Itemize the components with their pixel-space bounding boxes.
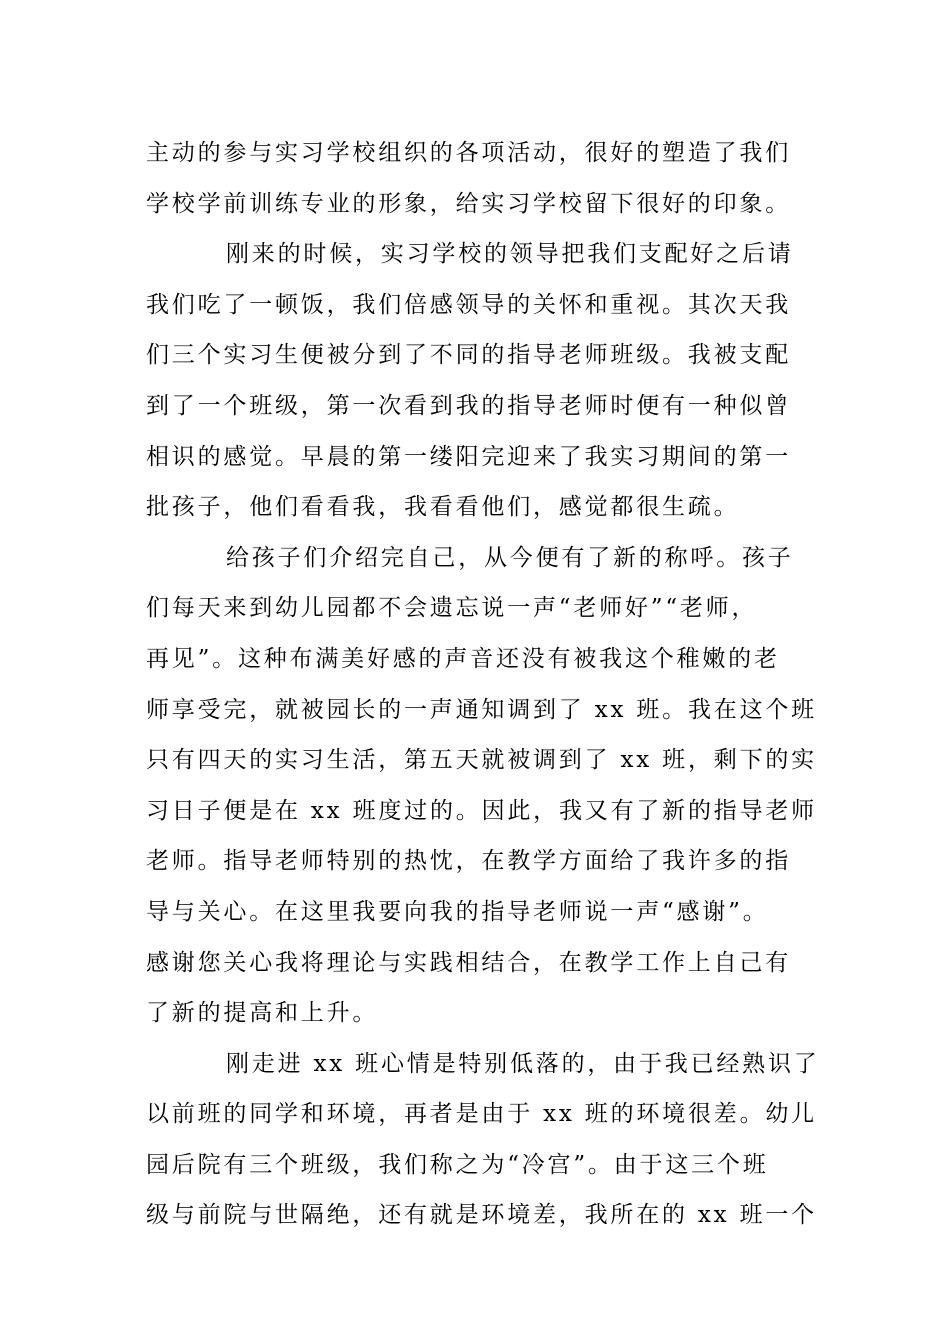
text-line: 到了一个班级，第一次看到我的指导老师时便有一种似曾 xyxy=(146,392,791,419)
text-line: 级与前院与世隔绝，还有就是环境差，我所在的 xx 班一个 xyxy=(146,1202,817,1229)
text-line: 批孩子，他们看看我，我看看他们，感觉都很生疏。 xyxy=(146,494,740,521)
text-line: 习日子便是在 xx 班度过的。因此，我又有了新的指导老师 xyxy=(146,797,817,824)
text-line: 了新的提高和上升。 xyxy=(146,1000,379,1027)
text-line: 园后院有三个班级，我们称之为“冷宫”。由于这三个班 xyxy=(146,1151,769,1178)
text-line: 们每天来到幼儿园都不会遗忘说一声“老师好”“老师， xyxy=(146,595,758,622)
paragraph-start-line: 刚来的时候，实习学校的领导把我们支配好之后请 xyxy=(226,241,794,268)
text-line: 主动的参与实习学校组织的各项活动，很好的塑造了我们 xyxy=(146,140,791,166)
text-line: 再见”。这种布满美好感的声音还没有被我这个稚嫩的老 xyxy=(146,645,780,672)
paragraph-start-line: 刚走进 xx 班心情是特别低落的，由于我已经熟识了 xyxy=(226,1050,820,1077)
text-line: 们三个实习生便被分到了不同的指导老师班级。我被支配 xyxy=(146,342,791,369)
text-line: 相识的感觉。早晨的第一缕阳完迎来了我实习期间的第一 xyxy=(146,443,791,470)
text-line: 导与关心。在这里我要向我的指导老师说一声“感谢”。 xyxy=(146,898,769,925)
text-line: 学校学前训练专业的形象，给实习学校留下很好的印象。 xyxy=(146,190,791,217)
text-line: 感谢您关心我将理论与实践相结合，在教学工作上自己有 xyxy=(146,949,791,976)
text-line: 以前班的同学和环境，再者是由于 xx 班的环境很差。幼儿 xyxy=(146,1101,817,1128)
text-line: 师享受完，就被园长的一声通知调到了 xx 班。我在这个班 xyxy=(146,696,817,723)
body-text xyxy=(146,128,820,1241)
text-line: 老师。指导老师特别的热忱，在教学方面给了我许多的指 xyxy=(146,848,791,875)
text-line: 只有四天的实习生活，第五天就被调到了 xx 班，剩下的实 xyxy=(146,747,817,774)
text-line: 我们吃了一顿饭，我们倍感领导的关怀和重视。其次天我 xyxy=(146,291,791,318)
paragraph-start-line: 给孩子们介绍完自己，从今便有了新的称呼。孩子 xyxy=(226,544,794,571)
